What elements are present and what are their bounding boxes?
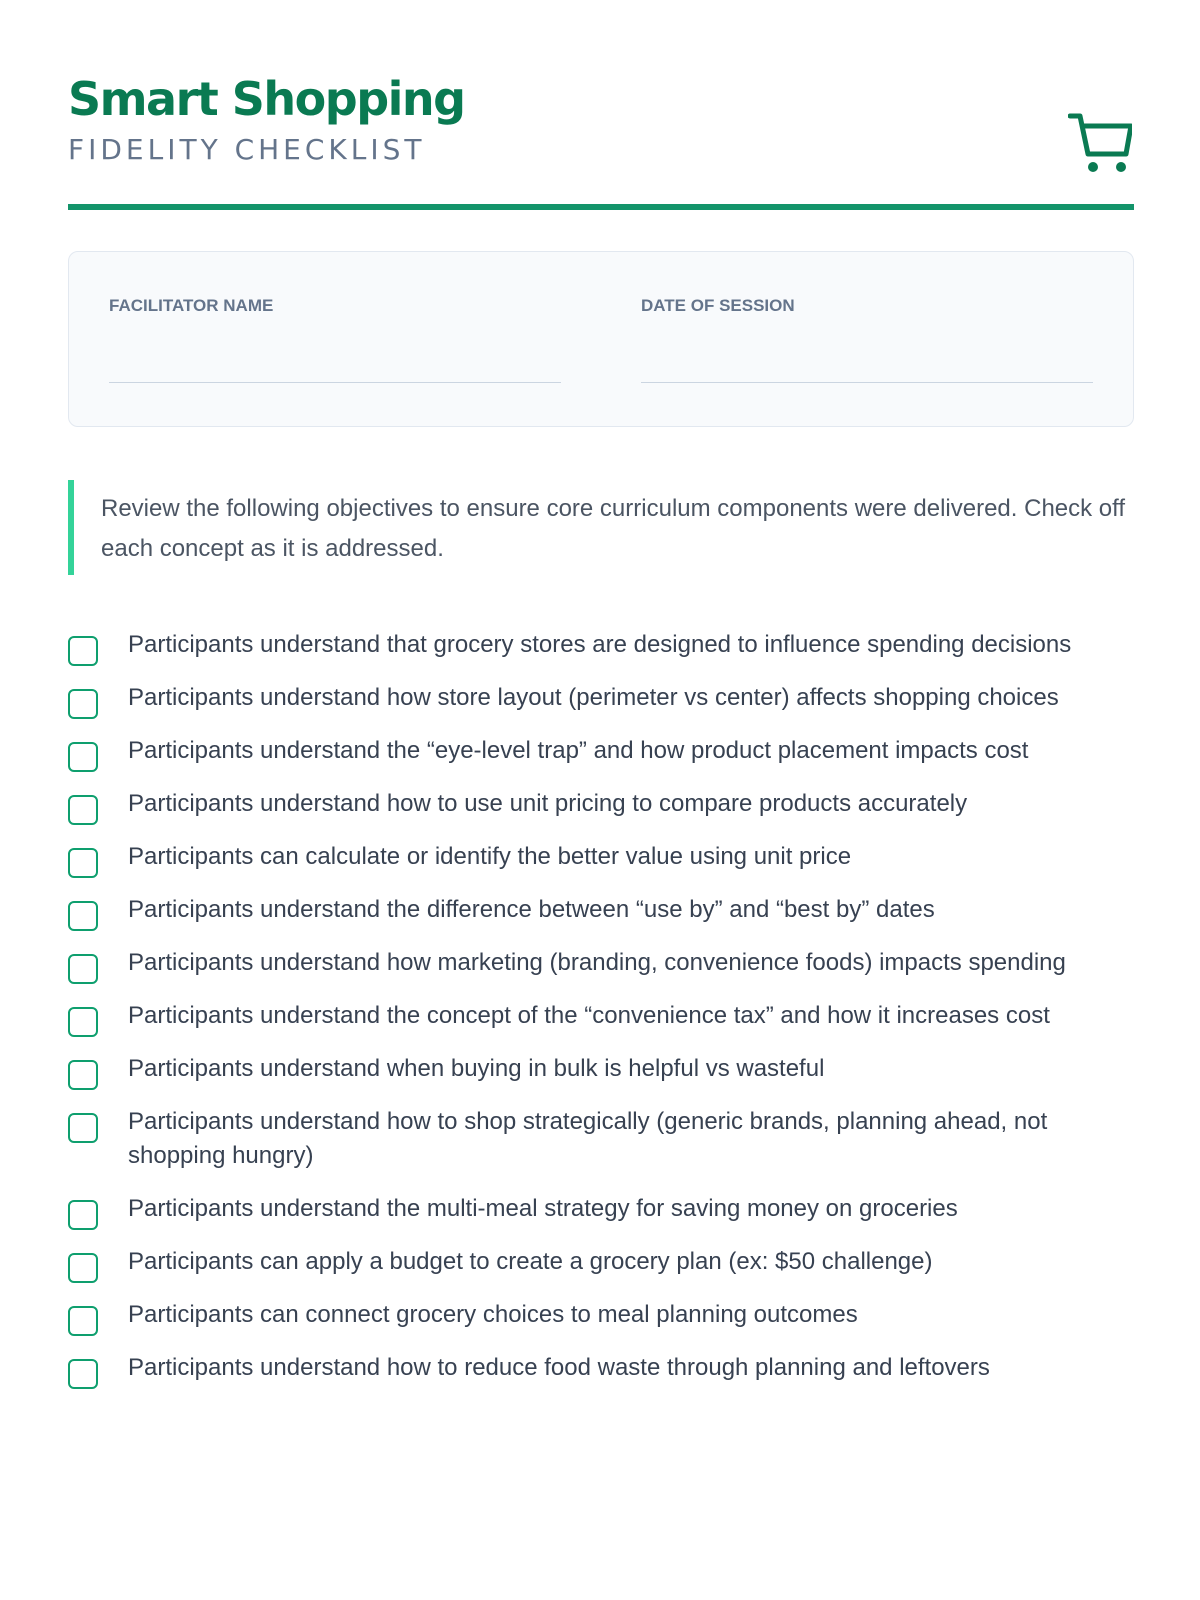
checklist-item-text: Participants understand the concept of the “convenience tax” and how it increases cost <box>128 1002 1050 1029</box>
fidelity-checklist-page <box>68 0 1134 1600</box>
instructions-callout <box>68 480 1134 575</box>
checklist-item[interactable] <box>68 681 1134 715</box>
checkbox[interactable] <box>68 795 98 825</box>
facilitator-field[interactable] <box>109 296 561 383</box>
checklist-item[interactable] <box>68 1245 1134 1279</box>
checklist-item[interactable] <box>68 1052 1134 1086</box>
checklist-item-text: Participants understand how to use unit pricing to compare products accurately <box>128 790 968 817</box>
checklist-item[interactable] <box>68 946 1134 980</box>
objectives-checklist <box>68 628 1134 1404</box>
checklist-item[interactable] <box>68 734 1134 768</box>
checklist-item-text: Participants understand that grocery stores are designed to influence spending decisions <box>128 631 1072 658</box>
checkbox[interactable] <box>68 848 98 878</box>
date-field[interactable] <box>641 296 1093 383</box>
checklist-item-text: Participants understand the multi-meal strategy for saving money on groceries <box>128 1195 958 1222</box>
checkbox[interactable] <box>68 636 98 666</box>
checklist-item[interactable] <box>68 1192 1134 1226</box>
checkbox[interactable] <box>68 1306 98 1336</box>
checklist-item-text: Participants can calculate or identify the better value using unit price <box>128 843 852 870</box>
checkbox[interactable] <box>68 1007 98 1037</box>
instructions-text: Review the following objectives to ensure core curriculum components were delivered. Check off each concept as it is addressed. <box>101 495 1126 562</box>
session-info-box <box>68 251 1134 427</box>
checklist-item-text: Participants can apply a budget to create a grocery plan (ex: $50 challenge) <box>128 1248 933 1275</box>
checklist-item-text: Participants understand how to reduce food waste through planning and leftovers <box>128 1354 990 1381</box>
page-title: Smart Shopping <box>68 72 465 126</box>
checkbox[interactable] <box>68 901 98 931</box>
checklist-item-text: Participants understand how to shop strategically (generic brands, planning ahead, not shopping hungry) <box>128 1108 1048 1169</box>
checklist-item-text: Participants understand how marketing (branding, convenience foods) impacts spending <box>128 949 1066 976</box>
checklist-item[interactable] <box>68 628 1134 662</box>
facilitator-name-line[interactable] <box>109 382 561 383</box>
checkbox[interactable] <box>68 954 98 984</box>
date-of-session-line[interactable] <box>641 382 1093 383</box>
checklist-item[interactable] <box>68 840 1134 874</box>
checklist-item[interactable] <box>68 893 1134 927</box>
checklist-item-text: Participants understand the difference between “use by” and “best by” dates <box>128 896 935 923</box>
checkbox[interactable] <box>68 1253 98 1283</box>
checklist-item[interactable] <box>68 787 1134 821</box>
checkbox[interactable] <box>68 1359 98 1389</box>
checkbox[interactable] <box>68 1200 98 1230</box>
checklist-item[interactable] <box>68 1298 1134 1332</box>
checklist-item-text: Participants can connect grocery choices to meal planning outcomes <box>128 1301 858 1328</box>
checklist-item[interactable] <box>68 1105 1134 1173</box>
page-subtitle: FIDELITY CHECKLIST <box>68 133 426 166</box>
checklist-item-text: Participants understand the “eye-level trap” and how product placement impacts cost <box>128 737 1029 764</box>
checkbox[interactable] <box>68 1060 98 1090</box>
checklist-item[interactable] <box>68 999 1134 1033</box>
checklist-item[interactable] <box>68 1351 1134 1385</box>
shopping-cart-icon <box>1068 112 1132 176</box>
checklist-item-text: Participants understand when buying in bulk is helpful vs wasteful <box>128 1055 825 1082</box>
header-divider <box>68 204 1134 210</box>
facilitator-name-label: FACILITATOR NAME <box>109 296 274 315</box>
checkbox[interactable] <box>68 689 98 719</box>
date-of-session-label: DATE OF SESSION <box>641 296 795 315</box>
checkbox[interactable] <box>68 1113 98 1143</box>
checklist-item-text: Participants understand how store layout (perimeter vs center) affects shopping choices <box>128 684 1059 711</box>
checkbox[interactable] <box>68 742 98 772</box>
